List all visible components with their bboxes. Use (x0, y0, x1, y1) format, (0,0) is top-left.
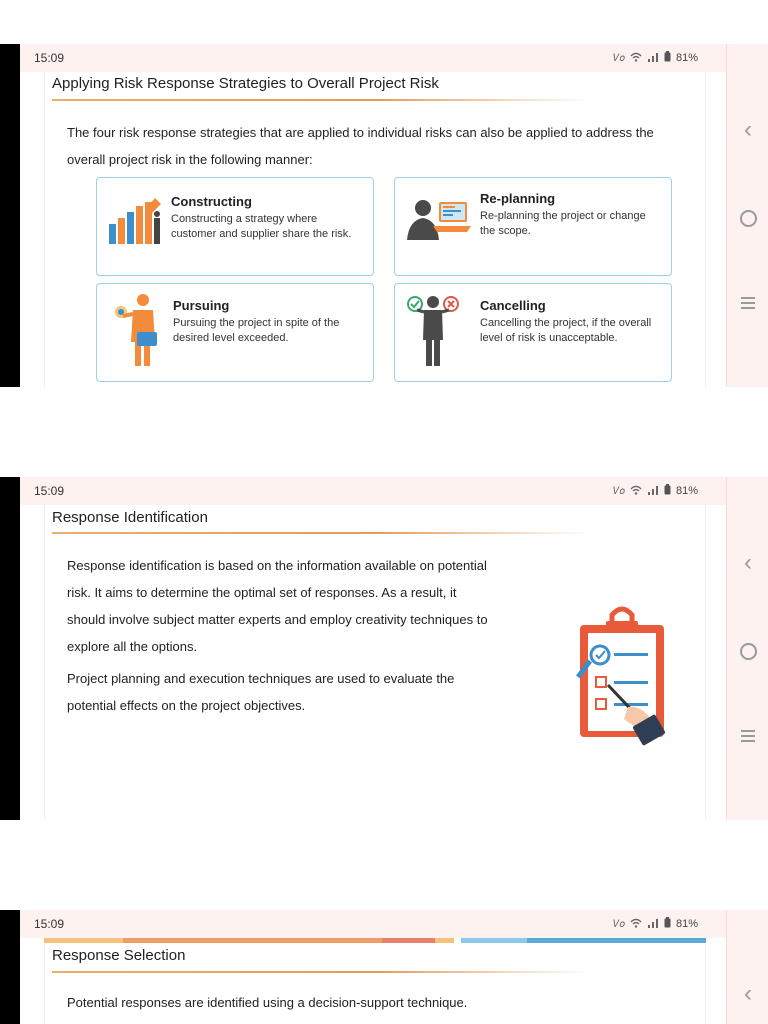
wifi-icon (630, 918, 642, 931)
intro-text (67, 119, 654, 173)
progress-segment (527, 938, 706, 943)
text-line: should involve subject matter experts and employ creativity techniques to (67, 612, 488, 627)
title-underline (52, 971, 592, 973)
status-bar (20, 910, 726, 938)
strategy-description (480, 316, 651, 346)
page-title: Response Selection (52, 947, 186, 964)
text-line: Project planning and execution techniques are used to evaluate the (67, 671, 455, 686)
vowifi-icon: 𝑉𝑜 (613, 485, 625, 497)
back-icon[interactable]: ‹ (744, 980, 752, 1007)
panel-response-identification (0, 477, 768, 820)
strategy-desc-line: Re-planning the project or change (480, 210, 646, 222)
screen-edge (0, 477, 20, 820)
strategy-title: Cancelling (480, 298, 546, 313)
strategy-desc-line: level of risk is unacceptable. (480, 332, 618, 344)
strategy-description (173, 316, 339, 346)
progress-segment (454, 938, 461, 943)
page-content (20, 505, 726, 820)
strategy-card-replanning[interactable] (394, 177, 672, 276)
page-content (20, 72, 726, 387)
progress-segment (461, 938, 527, 943)
progress-segment (123, 938, 381, 943)
wifi-icon (630, 485, 642, 498)
signal-icon (647, 485, 659, 498)
system-nav-bar (726, 44, 768, 387)
battery-percent: 81% (675, 485, 698, 497)
status-icons (613, 917, 698, 931)
panel-risk-strategies (0, 44, 768, 387)
progress-segment (382, 938, 435, 943)
intro-line: The four risk response strategies that are applied to individual risks can also be applied to address the (67, 125, 654, 140)
vowifi-icon: 𝑉𝑜 (613, 52, 625, 64)
strategy-card-cancelling[interactable] (394, 283, 672, 382)
progress-segment (44, 938, 123, 943)
signal-icon (647, 52, 659, 65)
text-line: risk. It aims to determine the optimal set of responses. As a result, it (67, 585, 457, 600)
strategy-desc-line: Constructing a strategy where (171, 213, 318, 225)
text-line: explore all the options. (67, 639, 198, 654)
status-time: 15:09 (34, 917, 65, 931)
body-text: Potential responses are identified using a decision-support technique. (67, 995, 468, 1010)
status-time: 15:09 (34, 51, 65, 65)
paragraph-2 (67, 665, 454, 719)
system-nav-bar (726, 477, 768, 820)
progress-segment (435, 938, 455, 943)
recent-apps-icon[interactable] (727, 292, 768, 318)
person-with-briefcase-icon (111, 290, 161, 370)
vowifi-icon: 𝑉𝑜 (613, 918, 625, 930)
strategy-desc-line: desired level exceeded. (173, 332, 289, 344)
paragraph-1 (67, 552, 488, 660)
status-bar (20, 44, 726, 72)
clipboard-checklist-icon (572, 601, 672, 751)
text-line: potential effects on the project objectives. (67, 698, 306, 713)
status-icons (613, 484, 698, 498)
strategy-title: Re-planning (480, 191, 556, 206)
page-content (20, 938, 726, 1024)
intro-line: overall project risk in the following manner: (67, 152, 313, 167)
strategy-desc-line: Cancelling the project, if the overall (480, 317, 652, 329)
person-with-check-and-cross-icon (405, 292, 461, 370)
status-bar (20, 477, 726, 505)
recent-apps-icon[interactable] (727, 725, 768, 751)
home-icon[interactable] (727, 207, 768, 233)
person-at-computer-icon (403, 196, 473, 244)
page-title: Applying Risk Response Strategies to Overall Project Risk (52, 75, 439, 92)
home-icon[interactable] (727, 640, 768, 666)
title-underline (52, 532, 592, 534)
signal-icon (647, 918, 659, 931)
wifi-icon (630, 52, 642, 65)
battery-icon (664, 484, 671, 498)
battery-percent: 81% (675, 52, 698, 64)
strategy-card-constructing[interactable] (96, 177, 374, 276)
strategy-description (171, 212, 351, 242)
status-icons (613, 51, 698, 65)
strategy-title: Pursuing (173, 298, 230, 313)
strategy-desc-line: customer and supplier share the risk. (171, 228, 352, 240)
battery-icon (664, 51, 671, 65)
panel-response-selection (0, 910, 768, 1024)
bar-chart-icon (107, 196, 163, 246)
back-icon[interactable]: ‹ (744, 116, 752, 143)
battery-icon (664, 917, 671, 931)
strategy-desc-line: Pursuing the project in spite of the (173, 317, 340, 329)
title-underline (52, 99, 592, 101)
back-icon[interactable]: ‹ (744, 549, 752, 576)
strategy-title: Constructing (171, 194, 252, 209)
screen-edge (0, 44, 20, 387)
strategy-card-pursuing[interactable] (96, 283, 374, 382)
status-time: 15:09 (34, 484, 65, 498)
battery-percent: 81% (675, 918, 698, 930)
strategy-desc-line: the scope. (480, 225, 531, 237)
lesson-progress-bar (44, 938, 706, 943)
strategy-description (480, 209, 646, 239)
screen-edge (0, 910, 20, 1024)
page-title: Response Identification (52, 509, 208, 526)
system-nav-bar (726, 910, 768, 1024)
text-line: Response identification is based on the information available on potential (67, 558, 487, 573)
